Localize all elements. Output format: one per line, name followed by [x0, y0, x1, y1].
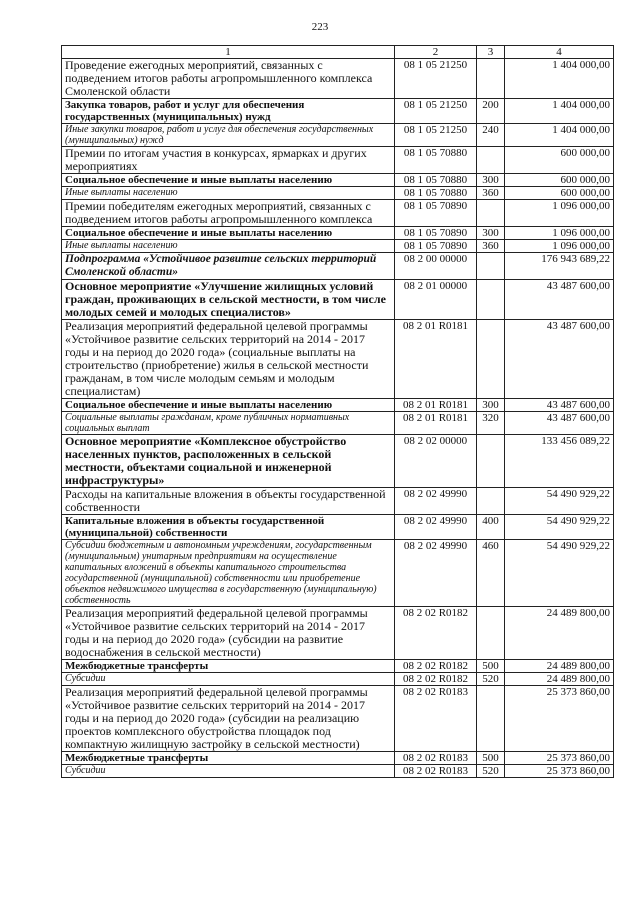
row-expense-type: 520 [477, 673, 505, 686]
row-target-code: 08 2 01 00000 [395, 280, 477, 320]
row-expense-type [477, 488, 505, 515]
row-amount: 43 487 600,00 [505, 399, 614, 412]
table-row [62, 124, 614, 147]
row-amount: 25 373 860,00 [505, 752, 614, 765]
table-row [62, 488, 614, 515]
row-expense-type [477, 253, 505, 280]
table-row [62, 320, 614, 399]
table-row [62, 673, 614, 686]
table-row [62, 765, 614, 778]
row-description: Реализация мероприятий федеральной целевой программы «Устойчивое развитие сельских территорий на 2014 - 2017 годы и на период до 2020 года» (субсидии на реализацию проектов комплексного обустройства площадок под компактную жилищную застройку в сельской местности) [62, 686, 395, 752]
row-description: Субсидии [62, 765, 395, 778]
row-target-code: 08 2 02 R0182 [395, 660, 477, 673]
row-description: Субсидии бюджетным и автономным учреждениям, государственным (муниципальным) унитарным предприятиям на осуществление капитальных вложений в объекты капитального строительства государственной (муниципальной) собственности или приобретение объектов недвижимого имущества в государственную (муниципальную) собственность [62, 540, 395, 607]
row-target-code: 08 2 02 49990 [395, 540, 477, 607]
row-expense-type [477, 435, 505, 488]
table-row [62, 59, 614, 99]
table-row [62, 412, 614, 435]
row-target-code: 08 1 05 70890 [395, 200, 477, 227]
table-row [62, 240, 614, 253]
row-description: Реализация мероприятий федеральной целевой программы «Устойчивое развитие сельских территорий на 2014 - 2017 годы и на период до 2020 года» (социальные выплаты на строительство (приобретение) жилья в сельской местности гражданам, в том числе молодым семьям и молодым специалистам) [62, 320, 395, 399]
row-description: Иные выплаты населению [62, 240, 395, 253]
table-row [62, 540, 614, 607]
row-expense-type [477, 280, 505, 320]
row-amount: 600 000,00 [505, 187, 614, 200]
row-amount: 133 456 089,22 [505, 435, 614, 488]
row-target-code: 08 1 05 21250 [395, 124, 477, 147]
row-expense-type: 360 [477, 240, 505, 253]
row-expense-type: 320 [477, 412, 505, 435]
row-target-code: 08 2 02 R0183 [395, 752, 477, 765]
row-expense-type [477, 686, 505, 752]
row-amount: 1 404 000,00 [505, 59, 614, 99]
row-description: Иные выплаты населению [62, 187, 395, 200]
row-target-code: 08 2 01 R0181 [395, 320, 477, 399]
row-amount: 24 489 800,00 [505, 660, 614, 673]
row-target-code: 08 2 01 R0181 [395, 412, 477, 435]
table-row [62, 187, 614, 200]
row-expense-type: 520 [477, 765, 505, 778]
row-amount: 43 487 600,00 [505, 412, 614, 435]
row-amount: 25 373 860,00 [505, 686, 614, 752]
table-row [62, 99, 614, 124]
table-row [62, 227, 614, 240]
row-expense-type [477, 607, 505, 660]
row-amount: 1 096 000,00 [505, 200, 614, 227]
row-target-code: 08 1 05 70880 [395, 147, 477, 174]
budget-table [61, 45, 614, 778]
row-description: Социальные выплаты гражданам, кроме публичных нормативных социальных выплат [62, 412, 395, 435]
row-target-code: 08 2 02 49990 [395, 488, 477, 515]
row-target-code: 08 1 05 70880 [395, 187, 477, 200]
row-amount: 1 404 000,00 [505, 124, 614, 147]
row-amount: 1 096 000,00 [505, 227, 614, 240]
row-description: Основное мероприятие «Улучшение жилищных условий граждан, проживающих в сельской местности, в том числе молодых семей и молодых специалистов» [62, 280, 395, 320]
row-expense-type: 500 [477, 660, 505, 673]
row-target-code: 08 1 05 70880 [395, 174, 477, 187]
table-header-row [62, 46, 614, 59]
table-row [62, 660, 614, 673]
row-description: Расходы на капитальные вложения в объекты государственной собственности [62, 488, 395, 515]
table-row [62, 752, 614, 765]
row-expense-type [477, 200, 505, 227]
row-expense-type: 300 [477, 174, 505, 187]
row-amount: 600 000,00 [505, 147, 614, 174]
row-amount: 24 489 800,00 [505, 673, 614, 686]
row-amount: 54 490 929,22 [505, 515, 614, 540]
row-target-code: 08 2 02 49990 [395, 515, 477, 540]
row-expense-type: 200 [477, 99, 505, 124]
row-amount: 24 489 800,00 [505, 607, 614, 660]
row-expense-type: 240 [477, 124, 505, 147]
row-amount: 600 000,00 [505, 174, 614, 187]
table-row [62, 147, 614, 174]
row-amount: 54 490 929,22 [505, 540, 614, 607]
column-header-3: 3 [477, 46, 505, 59]
table-row [62, 435, 614, 488]
row-description: Межбюджетные трансферты [62, 752, 395, 765]
row-target-code: 08 2 02 R0183 [395, 686, 477, 752]
row-description: Закупка товаров, работ и услуг для обеспечения государственных (муниципальных) нужд [62, 99, 395, 124]
row-amount: 54 490 929,22 [505, 488, 614, 515]
row-description: Субсидии [62, 673, 395, 686]
row-expense-type: 300 [477, 399, 505, 412]
table-row [62, 200, 614, 227]
row-description: Капитальные вложения в объекты государственной (муниципальной) собственности [62, 515, 395, 540]
row-description: Иные закупки товаров, работ и услуг для обеспечения государственных (муниципальных) нужд [62, 124, 395, 147]
row-description: Социальное обеспечение и иные выплаты населению [62, 399, 395, 412]
row-amount: 1 404 000,00 [505, 99, 614, 124]
table-row [62, 515, 614, 540]
row-target-code: 08 2 02 R0182 [395, 673, 477, 686]
row-description: Основное мероприятие «Комплексное обустройство населенных пунктов, расположенных в сельской местности, объектами социальной и инженерной инфраструктуры» [62, 435, 395, 488]
table-row [62, 399, 614, 412]
table-row [62, 280, 614, 320]
row-target-code: 08 1 05 70890 [395, 227, 477, 240]
row-expense-type: 500 [477, 752, 505, 765]
row-description: Социальное обеспечение и иные выплаты населению [62, 174, 395, 187]
row-target-code: 08 1 05 70890 [395, 240, 477, 253]
table-row [62, 174, 614, 187]
row-expense-type: 360 [477, 187, 505, 200]
row-target-code: 08 2 01 R0181 [395, 399, 477, 412]
row-expense-type: 460 [477, 540, 505, 607]
row-amount: 43 487 600,00 [505, 320, 614, 399]
row-target-code: 08 2 00 00000 [395, 253, 477, 280]
row-amount: 25 373 860,00 [505, 765, 614, 778]
table-row [62, 686, 614, 752]
row-description: Реализация мероприятий федеральной целевой программы «Устойчивое развитие сельских территорий на 2014 - 2017 годы и на период до 2020 года» (субсидии на развитие водоснабжения в сельской местности) [62, 607, 395, 660]
row-expense-type [477, 320, 505, 399]
row-target-code: 08 2 02 00000 [395, 435, 477, 488]
row-target-code: 08 1 05 21250 [395, 59, 477, 99]
table-row [62, 607, 614, 660]
table-row [62, 253, 614, 280]
row-target-code: 08 1 05 21250 [395, 99, 477, 124]
row-amount: 176 943 689,22 [505, 253, 614, 280]
row-target-code: 08 2 02 R0182 [395, 607, 477, 660]
row-description: Социальное обеспечение и иные выплаты населению [62, 227, 395, 240]
row-description: Подпрограмма «Устойчивое развитие сельских территорий Смоленской области» [62, 253, 395, 280]
column-header-1: 1 [62, 46, 395, 59]
row-description: Премии по итогам участия в конкурсах, ярмарках и других мероприятиях [62, 147, 395, 174]
row-amount: 1 096 000,00 [505, 240, 614, 253]
column-header-2: 2 [395, 46, 477, 59]
row-amount: 43 487 600,00 [505, 280, 614, 320]
budget-table-body [62, 46, 614, 778]
row-expense-type [477, 147, 505, 174]
row-expense-type: 400 [477, 515, 505, 540]
row-expense-type [477, 59, 505, 99]
row-expense-type: 300 [477, 227, 505, 240]
row-description: Премии победителям ежегодных мероприятий, связанных с подведением итогов работы агропромышленного комплекса [62, 200, 395, 227]
row-description: Проведение ежегодных мероприятий, связанных с подведением итогов работы агропромышленного комплекса Смоленской области [62, 59, 395, 99]
row-description: Межбюджетные трансферты [62, 660, 395, 673]
page-number: 223 [311, 21, 329, 33]
row-target-code: 08 2 02 R0183 [395, 765, 477, 778]
column-header-4: 4 [505, 46, 614, 59]
